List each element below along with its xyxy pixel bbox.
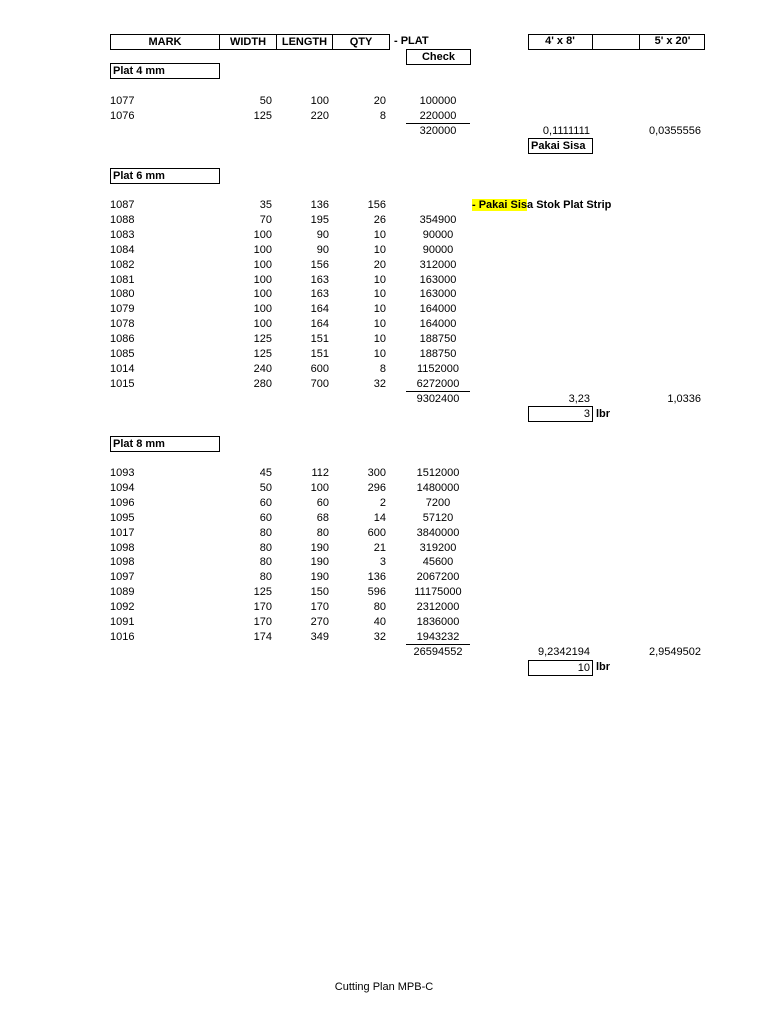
cell-total: 163000 [419,273,457,286]
cell-length: 700 [310,377,329,390]
cell-length: 600 [310,362,329,375]
cell-length: 90 [316,243,329,256]
cell-length: 349 [310,630,329,643]
sheet-count: 3 [528,406,593,422]
cell-mark: 1092 [110,601,135,614]
cell-qty: 10 [373,273,386,286]
sum-underline [406,391,470,392]
cell-total: 188750 [419,333,457,346]
cell-width: 60 [259,496,272,509]
cell-mark: 1087 [110,199,135,211]
cell-width: 100 [253,303,272,316]
cell-qty: 20 [373,258,386,271]
sheet-divider-1 [592,34,593,50]
cell-qty: 40 [373,616,386,628]
cell-width: 125 [253,348,272,360]
cell-qty: 3 [379,556,386,569]
cell-mark: 1091 [110,616,135,628]
cell-length: 151 [310,333,329,346]
ratio-b: 1,0336 [667,393,701,405]
header-mark: MARK [110,34,220,50]
cell-length: 220 [310,109,329,122]
cell-qty: 10 [373,243,386,256]
cell-mark: 1078 [110,318,135,331]
cell-width: 170 [253,616,272,628]
cell-mark: 1094 [110,481,135,494]
cell-length: 190 [310,541,329,554]
cell-length: 112 [311,467,329,479]
section-title-plat-4mm: Plat 4 mm [110,63,220,79]
cell-qty: 26 [373,213,386,226]
cell-width: 80 [259,541,272,554]
cell-total: 57120 [422,511,454,524]
cell-width: 80 [259,526,272,539]
cell-mark: 1085 [110,348,135,360]
header-length: LENGTH [276,34,333,50]
cell-mark: 1096 [110,496,135,509]
cell-total: 164000 [419,318,457,331]
cell-mark: 1016 [110,630,135,643]
cell-width: 100 [253,243,272,256]
cell-total: 354900 [419,213,457,226]
cell-width: 50 [259,95,272,107]
cell-qty: 2 [379,496,386,509]
cell-mark: 1077 [110,95,135,107]
cell-length: 68 [316,511,329,524]
ratio-b: 0,0355556 [649,125,701,137]
cell-mark: 1097 [110,571,135,584]
cell-length: 156 [310,258,329,271]
cell-length: 190 [310,571,329,584]
cell-mark: 1098 [110,556,135,569]
cell-width: 80 [259,571,272,584]
cell-total: 164000 [419,303,457,316]
cell-mark: 1083 [110,228,135,241]
sheet-size-b: 5' x 20' [654,35,691,47]
cell-total: 220000 [419,109,457,122]
cell-length: 195 [310,213,329,226]
cell-qty: 80 [373,601,386,614]
cell-total: 312000 [419,258,457,271]
cell-length: 170 [310,601,329,614]
section-sum: 320000 [419,125,457,137]
cell-total: 1512000 [416,467,460,479]
cell-width: 35 [259,199,272,211]
cell-length: 270 [310,616,329,628]
sheet-unit: lbr [596,661,611,673]
section-title-plat-8mm: Plat 8 mm [110,436,220,452]
cell-mark: 1080 [110,288,135,301]
cell-width: 60 [259,511,272,524]
cell-mark: 1095 [110,511,135,524]
ratio-a: 3,23 [568,393,590,405]
cell-qty: 156 [367,199,386,211]
cell-qty: 600 [367,526,386,539]
cell-total: 1480000 [416,481,460,494]
cell-mark: 1079 [110,303,135,316]
remark-highlight: - Pakai Sis [472,199,528,211]
cell-width: 100 [253,288,272,301]
cell-qty: 14 [373,511,386,524]
cell-total: 45600 [422,556,454,569]
cell-width: 240 [253,362,272,375]
cell-qty: 32 [373,630,386,643]
cell-length: 190 [310,556,329,569]
cell-mark: 1084 [110,243,135,256]
cell-mark: 1089 [110,586,135,599]
cell-qty: 32 [373,377,386,390]
cell-qty: 21 [373,541,386,554]
section-sum: 9302400 [416,393,460,405]
cell-mark: 1014 [110,362,135,375]
cell-length: 60 [316,496,329,509]
sheet-count: 10 [528,660,593,676]
cell-width: 174 [253,630,272,643]
cell-width: 125 [253,586,272,599]
cell-length: 90 [316,228,329,241]
cell-width: 50 [259,481,272,494]
cell-qty: 8 [379,109,386,122]
cell-width: 80 [259,556,272,569]
section-title-plat-6mm: Plat 6 mm [110,168,220,184]
cell-width: 125 [253,109,272,122]
cell-length: 164 [310,303,329,316]
cell-total: 1943232 [416,630,460,643]
ratio-a: 9,2342194 [538,646,590,658]
cell-width: 100 [253,258,272,271]
cell-qty: 596 [367,586,386,599]
sum-underline [406,644,470,645]
cell-total: 6272000 [416,377,460,390]
cell-total: 2067200 [416,571,460,584]
cell-qty: 10 [373,333,386,346]
cell-qty: 10 [373,318,386,331]
cell-qty: 10 [373,288,386,301]
cell-width: 170 [253,601,272,614]
sum-underline [406,123,470,124]
cell-total: 319200 [419,541,457,554]
cell-length: 164 [310,318,329,331]
cell-mark: 1017 [110,526,135,539]
cell-qty: 20 [373,95,386,107]
cell-width: 280 [253,377,272,390]
sheet-unit: lbr [596,408,611,420]
cell-width: 125 [253,333,272,346]
cell-total: 7200 [425,496,451,509]
cell-width: 100 [253,273,272,286]
cell-total: 90000 [422,228,454,241]
cell-mark: 1088 [110,213,135,226]
cell-total: 100000 [419,95,457,107]
note-pakai-sisa: Pakai Sisa [528,138,593,154]
ratio-b: 2,9549502 [649,646,701,658]
cell-mark: 1086 [110,333,135,346]
cell-total: 3840000 [416,526,460,539]
cell-length: 163 [310,273,329,286]
check-label: Check [406,49,471,65]
header-plat: - PLAT [394,35,429,47]
cell-mark: 1082 [110,258,135,271]
cell-mark: 1093 [110,467,135,479]
cell-mark: 1098 [110,541,135,554]
remark-pakai-sisa [472,199,611,212]
cell-qty: 10 [373,348,386,360]
section-sum: 26594552 [413,646,463,658]
remark-rest: a Stok Plat Strip [527,199,612,211]
sheet-size-a: 4' x 8' [545,35,575,47]
header-width: WIDTH [219,34,277,50]
cell-qty: 136 [367,571,386,584]
cell-width: 70 [259,213,272,226]
cell-width: 100 [253,228,272,241]
cell-total: 188750 [419,348,457,360]
cell-length: 163 [310,288,329,301]
cell-total: 163000 [419,288,457,301]
header-qty: QTY [332,34,390,50]
cell-length: 150 [310,586,329,599]
ratio-a: 0,1111111 [542,125,590,137]
cell-total: 1152000 [416,362,459,375]
cell-length: 100 [310,95,329,107]
cell-mark: 1076 [110,109,135,122]
cell-total: 90000 [422,243,454,256]
cell-total: 2312000 [416,601,460,614]
cell-width: 100 [253,318,272,331]
cell-length: 80 [316,526,329,539]
cell-length: 136 [310,199,329,211]
cell-qty: 300 [367,467,386,479]
cell-qty: 296 [367,481,386,494]
page-footer: Cutting Plan MPB-C [334,981,434,993]
cell-mark: 1015 [110,377,135,390]
cell-total: 11175000 [414,586,462,599]
cell-total: 1836000 [416,616,460,628]
cell-qty: 10 [373,303,386,316]
cell-mark: 1081 [110,273,135,286]
cell-qty: 10 [373,228,386,241]
cell-qty: 8 [379,362,386,375]
cell-length: 151 [310,348,329,360]
cell-length: 100 [310,481,329,494]
cell-width: 45 [259,467,272,479]
